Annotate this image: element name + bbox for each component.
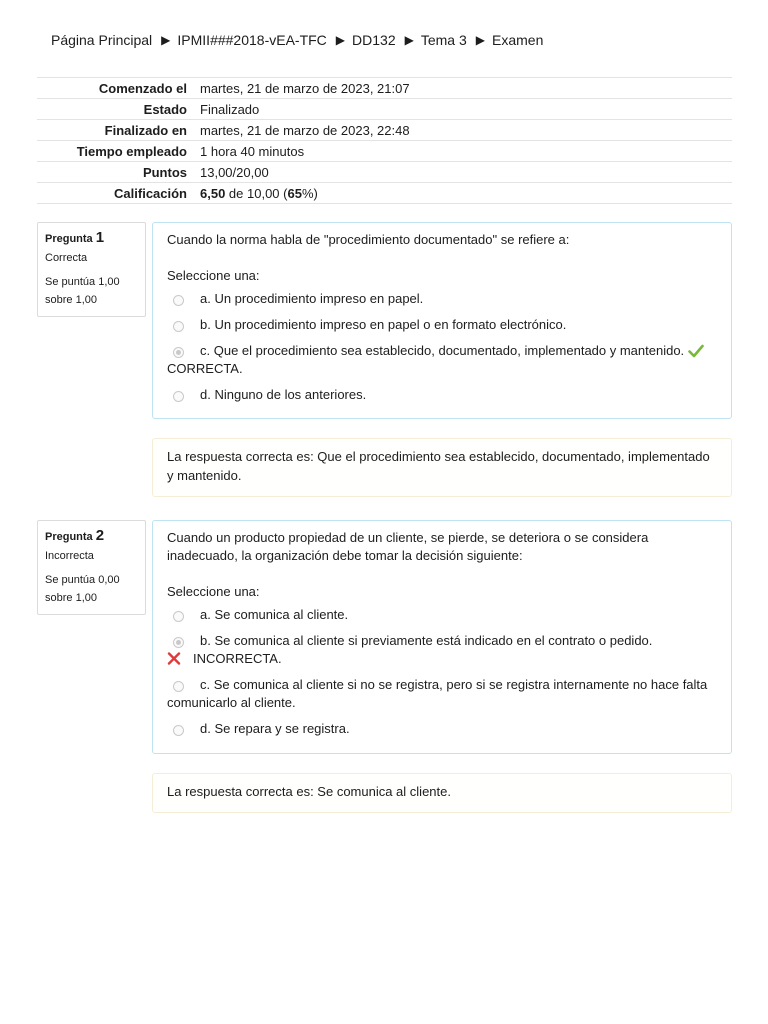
summary-value: martes, 21 de marzo de 2023, 21:07 (200, 80, 410, 96)
question-number-value: 2 (95, 527, 105, 544)
cross-icon (167, 652, 181, 665)
breadcrumb-exam-link[interactable]: Examen (492, 32, 544, 48)
triangle-right-icon: ▶ (404, 33, 414, 47)
summary-label: Tiempo empleado (76, 143, 187, 159)
question-label: Pregunta (45, 531, 93, 543)
answer-option-c[interactable] (167, 673, 717, 717)
option-label: b. Se comunica al cliente si previamente está indicado en el contrato o pedido. (200, 633, 653, 648)
question-text: Cuando un producto propiedad de un cliente, se pierde, se deteriora o se considera inadecuado, la organización debe tomar la decisión siguiente: (167, 530, 649, 563)
summary-row-time (37, 141, 732, 162)
question-grade: Se puntúa 0,00 sobre 1,00 (45, 574, 120, 604)
breadcrumb-section-link[interactable]: DD132 (352, 32, 396, 48)
question-info-2 (37, 520, 146, 615)
question-text: Cuando la norma habla de "procedimiento documentado" se refiere a: (167, 232, 570, 247)
option-label: a. Se comunica al cliente. (200, 607, 349, 622)
question-content-2 (152, 520, 732, 754)
triangle-right-icon: ▶ (475, 33, 486, 47)
option-label: b. Un procedimiento impreso en papel o en formato electrónico. (200, 317, 567, 332)
answer-option-c[interactable] (167, 339, 717, 383)
option-label: d. Se repara y se registra. (200, 721, 350, 736)
radio-button[interactable] (173, 725, 184, 736)
question-number-value: 1 (95, 229, 105, 246)
radio-button[interactable] (173, 391, 184, 402)
triangle-right-icon: ▶ (335, 33, 346, 47)
right-answer-text: La respuesta correcta es: Se comunica al cliente. (167, 784, 451, 799)
summary-label: Calificación (114, 185, 187, 201)
breadcrumb-topic-link[interactable]: Tema 3 (420, 32, 467, 48)
summary-row-state (37, 99, 732, 120)
grade-percent: 65 (287, 185, 302, 201)
summary-label: Estado (143, 101, 187, 117)
radio-button-selected[interactable] (173, 637, 184, 648)
option-label: c. Se comunica al cliente si no se registra, pero si se registra internamente no hace falta comunicarlo al cliente. (167, 677, 708, 710)
summary-row-grade (37, 183, 732, 204)
breadcrumb-course-link[interactable]: IPMII###2018-vEA-TFC (177, 32, 327, 48)
summary-row-points (37, 162, 732, 183)
radio-button[interactable] (173, 295, 184, 306)
question-number (45, 229, 145, 246)
question-info-1 (37, 222, 146, 317)
summary-value (200, 183, 732, 204)
answer-option-d[interactable] (167, 383, 717, 409)
summary-label: Finalizado en (104, 122, 187, 138)
breadcrumb-home-link[interactable]: Página Principal (51, 32, 153, 48)
summary-value: 1 hora 40 minutos (200, 143, 305, 159)
radio-button[interactable] (173, 681, 184, 692)
question-grade: Se puntúa 1,00 sobre 1,00 (45, 276, 120, 306)
answer-option-b[interactable] (167, 629, 717, 673)
selected-feedback: INCORRECTA. (193, 651, 282, 666)
selected-feedback: CORRECTA. (167, 361, 243, 376)
answer-prompt: Seleccione una: (167, 584, 260, 599)
summary-label: Puntos (142, 164, 187, 180)
grade-end: %) (301, 185, 318, 201)
summary-value: martes, 21 de marzo de 2023, 22:48 (200, 122, 410, 138)
question-label: Pregunta (45, 233, 93, 245)
correct-answer-feedback-2 (152, 773, 732, 813)
breadcrumb (51, 32, 543, 48)
triangle-right-icon: ▶ (161, 33, 171, 47)
grade-middle: de 10,00 ( (225, 185, 288, 201)
question-number (45, 527, 145, 544)
summary-value: 13,00/20,00 (200, 164, 269, 180)
answer-option-a[interactable] (167, 287, 717, 313)
radio-button[interactable] (173, 321, 184, 332)
answer-prompt: Seleccione una: (167, 268, 260, 283)
option-label: d. Ninguno de los anteriores. (200, 387, 367, 402)
question-content-1 (152, 222, 732, 419)
attempt-summary-table (37, 77, 732, 204)
summary-value: Finalizado (200, 101, 260, 117)
radio-button[interactable] (173, 611, 184, 622)
answer-options (167, 287, 717, 409)
answer-option-d[interactable] (167, 717, 717, 743)
grade-score: 6,50 (200, 185, 226, 201)
summary-row-started (37, 78, 732, 99)
summary-label: Comenzado el (98, 80, 187, 96)
right-answer-text: La respuesta correcta es: Que el procedimiento sea establecido, documentado, implementado y mantenido. (167, 449, 710, 483)
option-label: c. Que el procedimiento sea establecido, documentado, implementado y mantenido. (200, 343, 685, 358)
answer-option-a[interactable] (167, 603, 717, 629)
answer-option-b[interactable] (167, 313, 717, 339)
answer-options (167, 603, 717, 743)
question-state: Correcta (45, 252, 88, 264)
correct-answer-feedback-1 (152, 438, 732, 497)
question-state: Incorrecta (45, 550, 94, 562)
radio-button-selected[interactable] (173, 347, 184, 358)
option-label: a. Un procedimiento impreso en papel. (200, 291, 424, 306)
check-icon (688, 344, 704, 358)
summary-row-finished (37, 120, 732, 141)
